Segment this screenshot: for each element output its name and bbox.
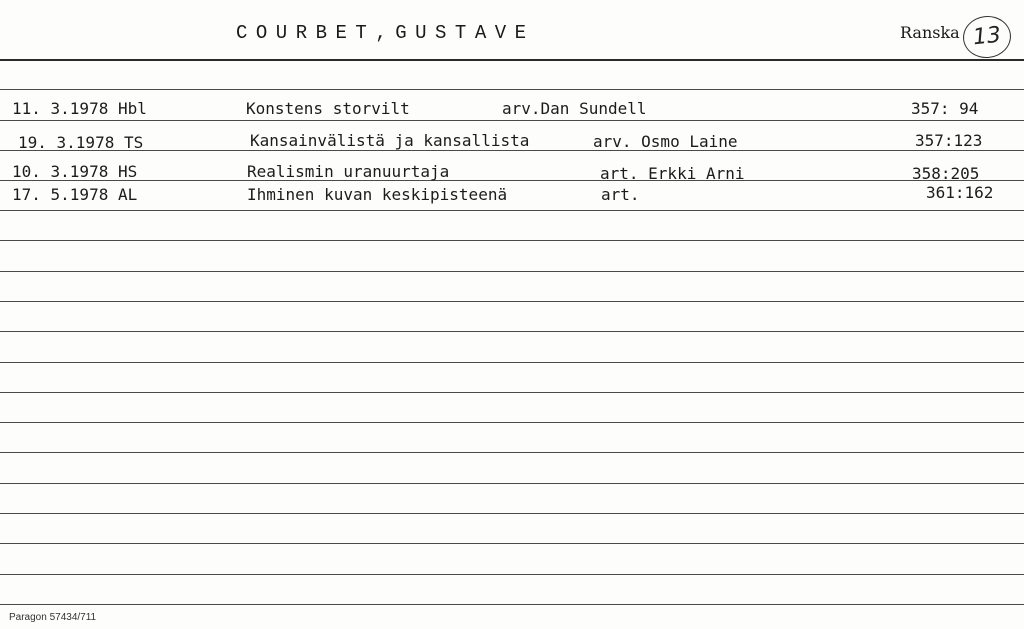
entry-date: 17. 5.1978 AL [12, 185, 138, 204]
ruled-line [0, 513, 1024, 514]
ruled-line [0, 120, 1024, 121]
ruled-line [0, 240, 1024, 241]
ruled-line [0, 89, 1024, 90]
entry-date: 10. 3.1978 HS [12, 162, 138, 181]
printer-imprint: Paragon 57434/711 [9, 612, 97, 623]
entry-reference: 361:162 [926, 183, 994, 202]
ruled-line [0, 543, 1024, 544]
ruled-line [0, 392, 1024, 393]
entry-type: arv.Dan Sundell [502, 99, 647, 118]
ruled-line [0, 210, 1024, 211]
entry-reference: 358:205 [912, 164, 980, 183]
entry-date: 19. 3.1978 TS [18, 133, 144, 152]
entry-reference: 357: 94 [911, 99, 979, 118]
ruled-line [0, 362, 1024, 363]
entry-title: Ihminen kuvan keskipisteenä [247, 185, 508, 204]
ruled-line [0, 483, 1024, 484]
ruled-line [0, 452, 1024, 453]
entry-type: art. [601, 185, 640, 204]
entry-reference: 357:123 [915, 131, 983, 150]
entry-type: art. Erkki Arni [600, 164, 745, 183]
entry-title: Realismin uranuurtaja [247, 162, 450, 181]
subject-name: COURBET,GUSTAVE [236, 22, 535, 44]
entry-type: arv. Osmo Laine [593, 132, 738, 151]
card-number-circled: 13 [961, 14, 1013, 61]
ruled-line [0, 271, 1024, 272]
ruled-line [0, 422, 1024, 423]
entry-title: Konstens storvilt [246, 99, 410, 118]
ruled-line [0, 150, 1024, 151]
entry-title: Kansainvälistä ja kansallista [250, 131, 530, 150]
ruled-line [0, 180, 1024, 181]
entry-date: 11. 3.1978 Hbl [12, 99, 147, 118]
subject-country: Ranska [900, 23, 960, 42]
ruled-line [0, 301, 1024, 302]
ruled-line [0, 604, 1024, 605]
header-rule [0, 59, 1024, 61]
ruled-line [0, 331, 1024, 332]
ruled-line [0, 574, 1024, 575]
